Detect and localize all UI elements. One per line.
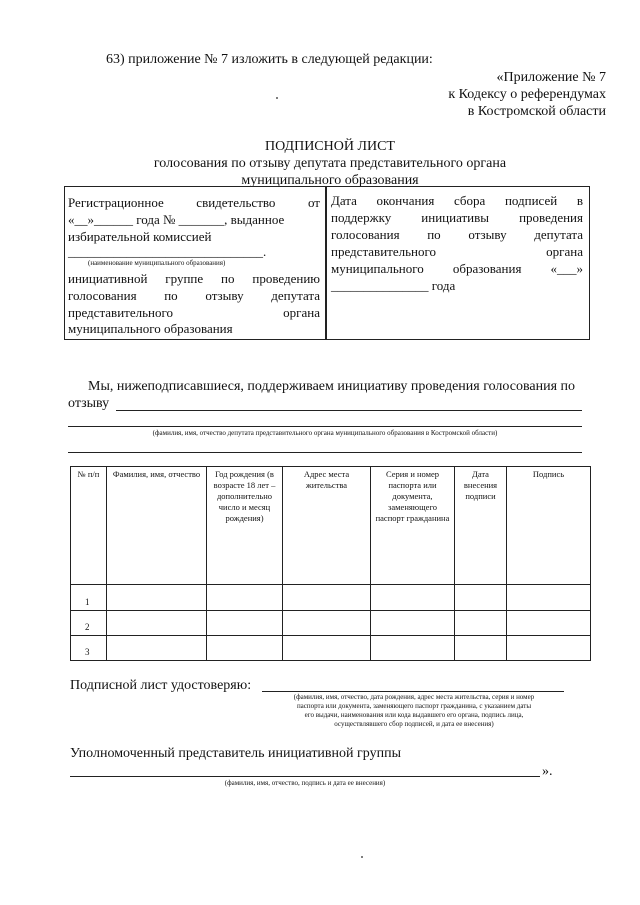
certify-caption-2: паспорта или документа, заменяющего паспорт гражданина, с указанием даты	[296, 702, 532, 710]
deadline-line-2: поддержку инициативы проведения	[331, 210, 583, 225]
row-number: 2	[71, 611, 107, 636]
scan-speck	[276, 97, 278, 99]
deadline-line-3: голосования по отзыву депутата	[331, 227, 583, 242]
cell-passport[interactable]	[371, 611, 455, 636]
cell-passport[interactable]	[371, 636, 455, 661]
deadline-line-5: муниципального образования «___»	[331, 261, 583, 276]
table-row	[71, 636, 591, 661]
cell-birth-year[interactable]	[207, 636, 283, 661]
table-row	[71, 585, 591, 611]
signature-table	[70, 466, 591, 661]
deputy-name-line-2[interactable]	[68, 426, 582, 427]
registration-line-2: «__»______ года № _______, выданное	[68, 212, 285, 227]
deadline-line-4: представительного органа	[331, 244, 583, 259]
header-address: Адрес места жительства	[283, 467, 371, 585]
cell-address[interactable]	[283, 636, 371, 661]
cell-signature[interactable]	[507, 636, 591, 661]
registration-line-3: избирательной комиссией	[68, 229, 212, 244]
statement-line-2: отзыву	[68, 396, 110, 411]
statement-line-1: Мы, нижеподписавшиеся, поддерживаем инициативу проведения голосования по	[88, 379, 576, 394]
appendix-line-2: к Кодексу о референдумах	[448, 87, 606, 102]
municipality-caption: (наименование муниципального образования)	[88, 259, 226, 267]
document-title: ПОДПИСНОЙ ЛИСТ	[265, 139, 395, 154]
deputy-caption: (фамилия, имя, отчество депутата представительного органа муниципального образования в Костромской области)	[152, 429, 498, 437]
registration-line-1: Регистрационное свидетельство от	[68, 195, 320, 210]
deputy-name-line[interactable]	[116, 410, 582, 411]
deadline-line-6: _______________ года	[331, 278, 456, 293]
closing-quote: ».	[542, 764, 553, 779]
appendix-line-3: в Костромской области	[467, 104, 606, 119]
table-row	[71, 611, 591, 636]
header-number: № п/п	[71, 467, 107, 585]
registration-line-4: ______________________________.	[68, 244, 267, 259]
cell-signature-date[interactable]	[455, 636, 507, 661]
cell-address[interactable]	[283, 611, 371, 636]
certify-line[interactable]	[262, 691, 564, 692]
registration-line-6: голосования по отзыву депутата	[68, 288, 320, 303]
header-signature: Подпись	[507, 467, 591, 585]
cell-full-name[interactable]	[107, 611, 207, 636]
header-full-name: Фамилия, имя, отчество	[107, 467, 207, 585]
document-subtitle-2: муниципального образования	[241, 173, 419, 188]
registration-line-8: муниципального образования	[68, 321, 233, 336]
registration-line-5: инициативной группе по проведению	[68, 271, 320, 286]
representative-label: Уполномоченный представитель инициативной группы	[70, 746, 401, 761]
document-subtitle-1: голосования по отзыву депутата представительного органа	[153, 156, 507, 171]
header-birth-year: Год рождения (в возрасте 18 лет – дополнительно число и месяц рождения)	[207, 467, 283, 585]
deadline-line-1: Дата окончания сбора подписей в	[331, 193, 583, 208]
row-number: 3	[71, 636, 107, 661]
intro-text: 63) приложение № 7 изложить в следующей редакции:	[106, 52, 433, 67]
representative-caption: (фамилия, имя, отчество, подпись и дата ее внесения)	[224, 779, 386, 787]
certify-label: Подписной лист удостоверяю:	[70, 678, 252, 693]
certify-caption-1: (фамилия, имя, отчество, дата рождения, адрес места жительства, серия и номер	[293, 693, 535, 701]
header-passport: Серия и номер паспорта или документа, заменяющего паспорт гражданина	[371, 467, 455, 585]
cell-full-name[interactable]	[107, 585, 207, 611]
cell-full-name[interactable]	[107, 636, 207, 661]
cell-address[interactable]	[283, 585, 371, 611]
row-number: 1	[71, 585, 107, 611]
cell-signature-date[interactable]	[455, 611, 507, 636]
cell-signature[interactable]	[507, 585, 591, 611]
cell-signature-date[interactable]	[455, 585, 507, 611]
certify-caption-3: его выдачи, наименования или кода выдавшего его органа, подпись лица,	[304, 711, 524, 719]
cell-birth-year[interactable]	[207, 611, 283, 636]
cell-signature[interactable]	[507, 611, 591, 636]
separator-line	[68, 452, 582, 453]
scan-speck	[361, 856, 363, 858]
appendix-line-1: «Приложение № 7	[496, 70, 606, 85]
certify-caption-4: осуществлявшего сбор подписей, и дата ее внесения)	[334, 720, 494, 728]
cell-birth-year[interactable]	[207, 585, 283, 611]
representative-line[interactable]	[70, 776, 540, 777]
header-signature-date: Дата внесения подписи	[455, 467, 507, 585]
cell-passport[interactable]	[371, 585, 455, 611]
registration-line-7: представительного органа	[68, 305, 320, 320]
